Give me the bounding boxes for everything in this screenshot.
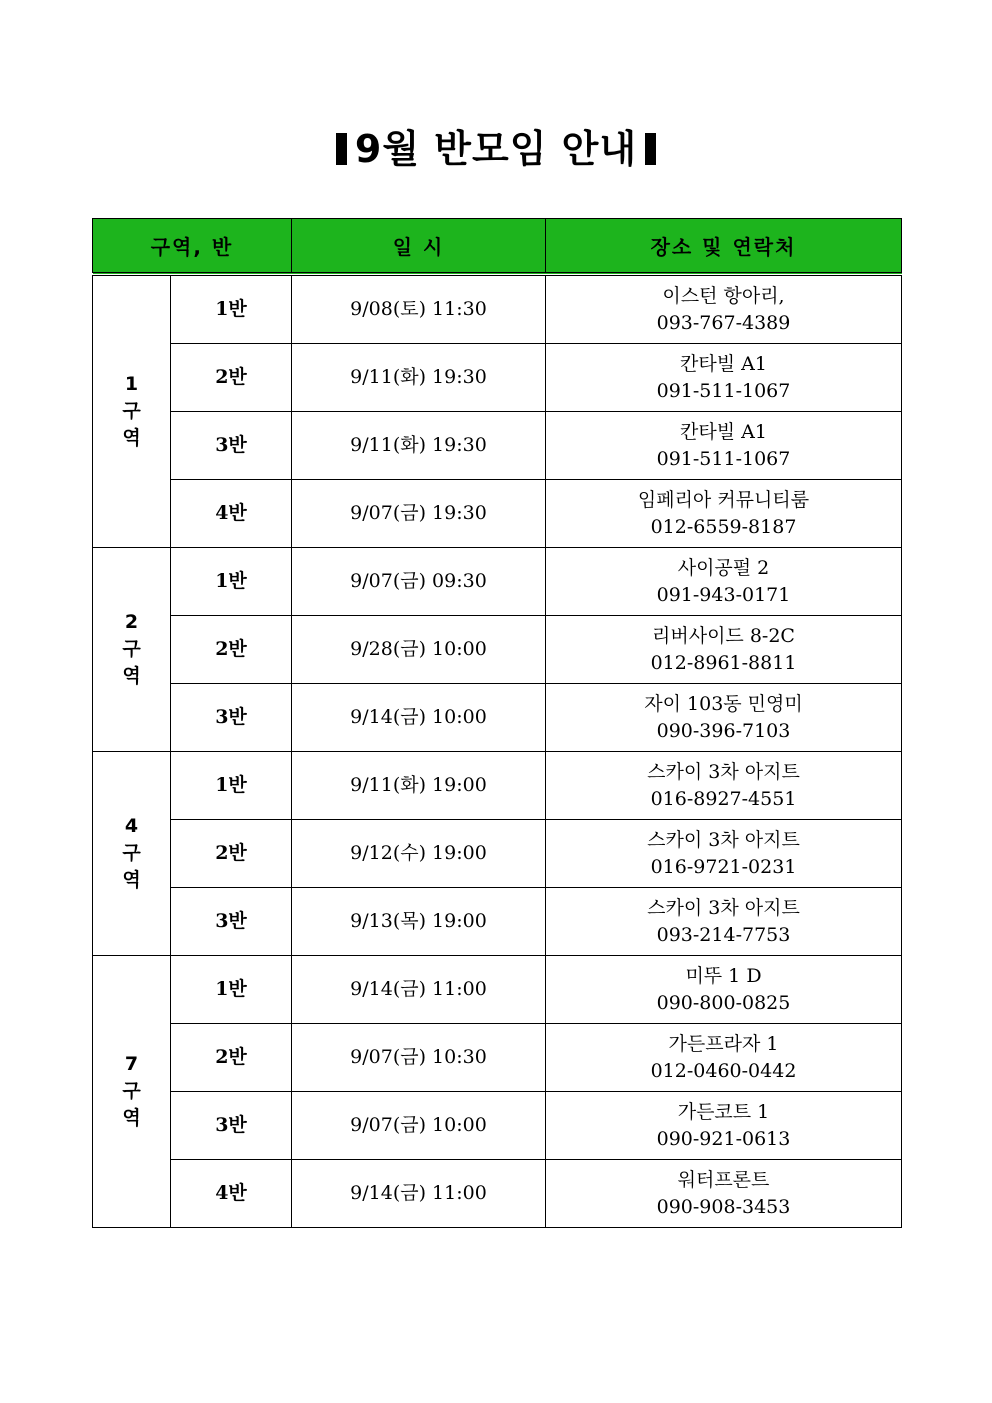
schedule-table: [92, 218, 902, 1228]
table-row: [93, 480, 902, 548]
place-cell: [546, 820, 902, 888]
place-cell: [546, 480, 902, 548]
table-row: [93, 956, 902, 1024]
place-cell: [546, 616, 902, 684]
table-row: [93, 1092, 902, 1160]
place-name: 사이공펄 2: [677, 556, 770, 579]
place-name: 칸타빌 A1: [680, 420, 767, 443]
place-cell: [546, 956, 902, 1024]
place-cell: [546, 684, 902, 752]
class-cell: 3반: [171, 1092, 292, 1160]
place-name: 이스턴 항아리,: [662, 284, 785, 307]
header-place: 장소 및 연락처: [546, 219, 902, 275]
datetime-cell: 9/07(금) 19:30: [292, 480, 546, 548]
phone-number: 012-0460-0442: [650, 1059, 797, 1082]
class-cell: 2반: [171, 344, 292, 412]
district-cell: [93, 548, 171, 752]
class-cell: 1반: [171, 548, 292, 616]
class-cell: 1반: [171, 274, 292, 344]
place-name: 워터프론트: [677, 1168, 770, 1191]
district-label-char1: 구: [122, 842, 141, 864]
place-name: 임페리아 커뮤니티룸: [637, 488, 810, 511]
class-cell: 4반: [171, 480, 292, 548]
place-name: 스카이 3차 아지트: [647, 760, 800, 783]
datetime-cell: 9/11(화) 19:00: [292, 752, 546, 820]
class-cell: 4반: [171, 1160, 292, 1228]
table-row: [93, 752, 902, 820]
datetime-cell: 9/13(목) 19:00: [292, 888, 546, 956]
district-label-char1: 구: [122, 400, 141, 422]
table-row: [93, 1160, 902, 1228]
place-cell: [546, 548, 902, 616]
title-bar-left: [336, 133, 347, 165]
place-cell: [546, 412, 902, 480]
table-row: [93, 616, 902, 684]
phone-number: 090-921-0613: [656, 1127, 791, 1150]
schedule-body: [93, 274, 902, 1228]
place-name: 자이 103동 민영미: [644, 692, 803, 715]
district-label-num: 4: [124, 815, 139, 837]
table-row: [93, 548, 902, 616]
table-row: [93, 684, 902, 752]
district-label-char2: 역: [122, 869, 141, 891]
place-cell: [546, 1160, 902, 1228]
class-cell: 2반: [171, 616, 292, 684]
table-row: [93, 274, 902, 344]
phone-number: 091-943-0171: [656, 583, 791, 606]
phone-number: 090-396-7103: [656, 719, 791, 742]
page-title: [0, 118, 992, 173]
place-cell: [546, 888, 902, 956]
class-cell: 3반: [171, 684, 292, 752]
header-datetime: 일 시: [292, 219, 546, 275]
table-row: [93, 820, 902, 888]
table-header-row: [93, 219, 902, 275]
district-cell: [93, 752, 171, 956]
district-cell: [93, 956, 171, 1228]
phone-number: 093-214-7753: [656, 923, 791, 946]
datetime-cell: 9/28(금) 10:00: [292, 616, 546, 684]
place-name: 가든코트 1: [677, 1100, 770, 1123]
district-label-char2: 역: [122, 665, 141, 687]
district-cell: [93, 274, 171, 548]
phone-number: 091-511-1067: [656, 447, 791, 470]
place-cell: [546, 344, 902, 412]
datetime-cell: 9/07(금) 10:30: [292, 1024, 546, 1092]
place-name: 가든프라자 1: [668, 1032, 779, 1055]
district-label-num: 2: [124, 611, 139, 633]
class-cell: 3반: [171, 412, 292, 480]
place-cell: [546, 274, 902, 344]
datetime-cell: 9/11(화) 19:30: [292, 344, 546, 412]
district-label-char1: 구: [122, 1080, 141, 1102]
district-label-char2: 역: [122, 427, 141, 449]
class-cell: 2반: [171, 820, 292, 888]
district-label-char2: 역: [122, 1107, 141, 1129]
place-cell: [546, 1024, 902, 1092]
place-cell: [546, 1092, 902, 1160]
phone-number: 016-9721-0231: [650, 855, 797, 878]
class-cell: 1반: [171, 752, 292, 820]
class-cell: 1반: [171, 956, 292, 1024]
district-label-char1: 구: [122, 638, 141, 660]
datetime-cell: 9/14(금) 11:00: [292, 1160, 546, 1228]
phone-number: 093-767-4389: [656, 311, 791, 334]
table-row: [93, 888, 902, 956]
table-row: [93, 412, 902, 480]
datetime-cell: 9/07(금) 10:00: [292, 1092, 546, 1160]
phone-number: 091-511-1067: [656, 379, 791, 402]
datetime-cell: 9/08(토) 11:30: [292, 274, 546, 344]
phone-number: 090-800-0825: [656, 991, 791, 1014]
class-cell: 2반: [171, 1024, 292, 1092]
title-bar-right: [645, 133, 656, 165]
table-row: [93, 344, 902, 412]
place-name: 스카이 3차 아지트: [647, 896, 800, 919]
datetime-cell: 9/11(화) 19:30: [292, 412, 546, 480]
header-district: 구역, 반: [93, 219, 292, 275]
phone-number: 012-8961-8811: [650, 651, 797, 674]
place-cell: [546, 752, 902, 820]
datetime-cell: 9/14(금) 10:00: [292, 684, 546, 752]
page-title-text: 9월 반모임 안내: [354, 127, 638, 171]
datetime-cell: 9/07(금) 09:30: [292, 548, 546, 616]
district-label-num: 1: [124, 373, 139, 395]
place-name: 리버사이드 8-2C: [652, 624, 795, 647]
phone-number: 090-908-3453: [656, 1195, 791, 1218]
place-name: 스카이 3차 아지트: [647, 828, 800, 851]
class-cell: 3반: [171, 888, 292, 956]
district-label-num: 7: [124, 1053, 139, 1075]
table-row: [93, 1024, 902, 1092]
phone-number: 012-6559-8187: [650, 515, 797, 538]
place-name: 미뚜 1 D: [685, 964, 762, 987]
place-name: 칸타빌 A1: [680, 352, 767, 375]
datetime-cell: 9/14(금) 11:00: [292, 956, 546, 1024]
datetime-cell: 9/12(수) 19:00: [292, 820, 546, 888]
phone-number: 016-8927-4551: [650, 787, 797, 810]
